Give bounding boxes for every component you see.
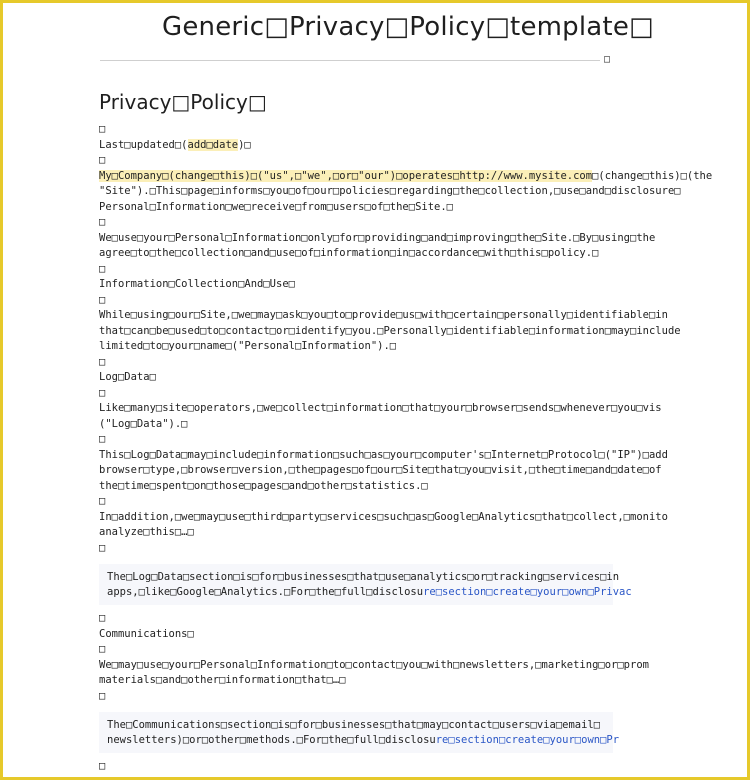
section-heading: Privacy□Policy□ [99,90,267,114]
paragraph-line: Personal□Information□we□receive□from□users□of□the□Site.□ [99,200,454,213]
blank-line: □ [99,293,106,306]
divider-mark: □ [604,54,611,65]
blank-line: □ [99,386,106,399]
paragraph-line: This□Log□Data□may□include□information□such□as□your□computer's□Internet□Protocol□("IP")□add [99,448,668,461]
paragraph-line: "Site").□This□page□informs□you□of□our□policies□regarding□the□collection,□use□and□disclosure□ [99,185,681,197]
title-divider [100,60,600,61]
blank-line: □ [99,541,106,554]
callout-line: The□Log□Data□section□is□for□businesses□that□use□analytics□or□tracking□services□in [107,571,620,583]
site-url-placeholder[interactable]: http://www.mysite.com [459,169,593,182]
paragraph-line: We□use□your□Personal□Information□only□for□providing□and□improving□the□Site.□By□using□the [99,231,656,244]
blank-line: □ [99,262,106,275]
blank-line: □ [99,612,106,624]
paragraph-line: browser□type,□browser□version,□the□pages□of□our□Site□that□you□visit,□the□time□and□date□of [99,464,662,476]
paragraph-line: the□time□spent□on□those□pages□and□other□statistics.□ [99,479,428,492]
blank-line: □ [99,495,106,507]
callout-line: newsletters)□or□other□methods.□For□the□full□disclosure□section□create□your□own□Pr [107,733,620,746]
blank-line: □ [99,216,106,228]
blank-line: □ [99,355,106,368]
log-data-callout [99,564,632,605]
subsection-heading: Log□Data□ [99,371,156,383]
paragraph-line: agree□to□the□collection□and□use□of□information□in□accordance□with□this□policy.□ [99,247,599,259]
date-placeholder[interactable]: add□date [187,138,239,151]
paragraph-line: materials□and□other□information□that□…□ [99,674,346,686]
blank-line: □ [99,689,106,702]
paragraph-line: We□may□use□your□Personal□Information□to□contact□you□with□newsletters,□marketing□or□prom [99,658,649,671]
privacy-policy-link[interactable]: re□section□create□your□own□Pr [435,733,620,746]
policy-body [99,122,713,772]
paragraph-line: In□addition,□we□may□use□third□party□services□such□as□Google□Analytics□that□collect,□monito [99,510,668,523]
last-updated-line: Last□updated□(add□date)□ [99,138,251,151]
privacy-policy-link[interactable]: re□section□create□your□own□Privac [423,585,632,598]
blank-line: □ [99,154,106,166]
paragraph-line: analyze□this□…□ [99,526,194,538]
communications-callout [99,712,620,753]
subsection-heading: Communications□ [99,627,194,640]
blank-line: □ [99,433,106,445]
blank-line: □ [99,760,106,772]
paragraph-line: ("Log□Data").□ [99,417,188,430]
blank-line: □ [99,643,106,655]
callout-line: The□Communications□section□is□for□businesses□that□may□contact□users□via□email□ [107,719,601,731]
paragraph-line: Like□many□site□operators,□we□collect□information□that□your□browser□sends□whenever□you□vis [99,402,662,414]
company-placeholder[interactable]: My□Company□(change□this)□("us",□"we",□or□"our")□operates□ [99,169,460,182]
document-title: Generic□Privacy□Policy□template□ [162,12,654,42]
subsection-heading: Information□Collection□And□Use□ [99,278,295,290]
paragraph-line: My□Company□(change□this)□("us",□"we",□or□"our")□operates□http://www.mysite.com□(change□this)□(the [99,169,713,182]
blank-line: □ [99,123,106,135]
paragraph-line: While□using□our□Site,□we□may□ask□you□to□provide□us□with□certain□personally□identifiable□in [99,309,668,321]
paragraph-line: that□can□be□used□to□contact□or□identify□you.□Personally□identifiable□information□may□include [99,324,681,337]
paragraph-line: limited□to□your□name□("Personal□Information").□ [99,340,397,352]
callout-line: apps,□like□Google□Analytics.□For□the□full□disclosure□section□create□your□own□Privac [107,585,632,598]
